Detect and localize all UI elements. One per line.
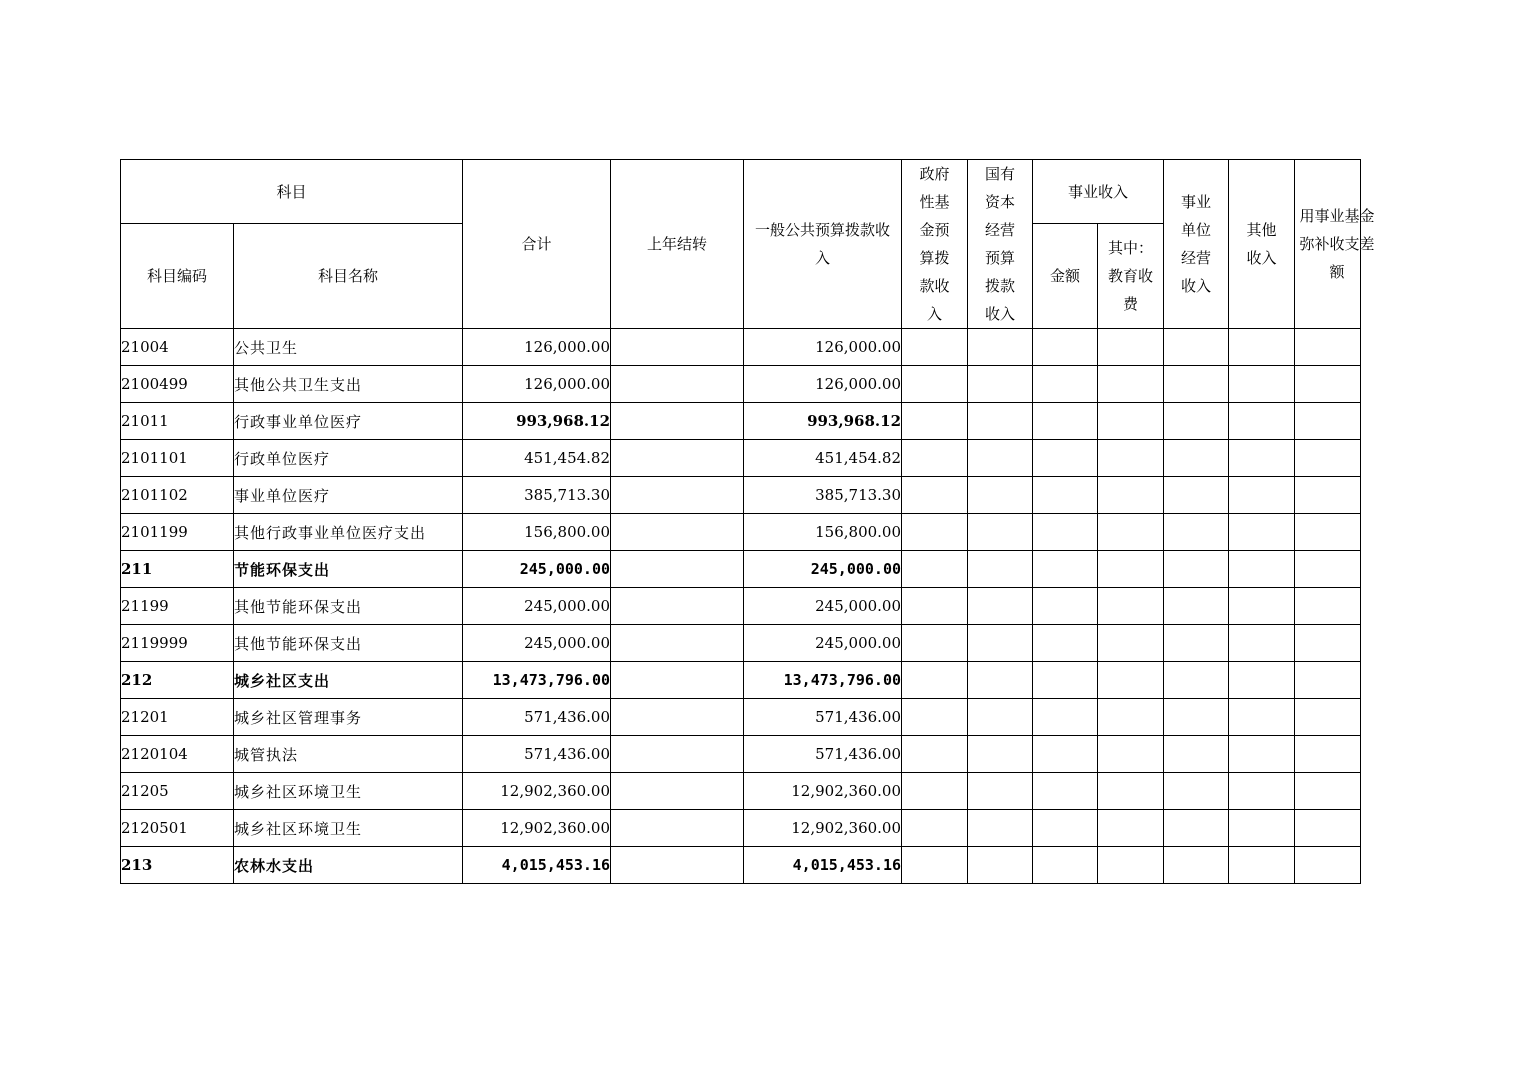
business-amount-cell bbox=[1033, 440, 1098, 477]
other-income-cell bbox=[1229, 847, 1295, 884]
edu-fee-cell bbox=[1098, 847, 1164, 884]
unit-operating-cell bbox=[1164, 514, 1229, 551]
table-row bbox=[121, 810, 1467, 847]
edu-fee-header: 其中：教育收费 bbox=[1098, 224, 1164, 329]
total-cell: 12,902,360.00 bbox=[463, 810, 611, 847]
edu-fee-cell bbox=[1098, 514, 1164, 551]
subject-name-header: 科目名称 bbox=[234, 224, 463, 329]
unit-operating-cell bbox=[1164, 773, 1229, 810]
budget-table bbox=[120, 159, 1467, 884]
business-amount-cell bbox=[1033, 736, 1098, 773]
other-income-cell bbox=[1229, 773, 1295, 810]
unit-operating-cell bbox=[1164, 403, 1229, 440]
subject-name-cell: 城乡社区管理事务 bbox=[234, 699, 463, 736]
table-row bbox=[121, 366, 1467, 403]
state-capital-cell bbox=[968, 403, 1033, 440]
other-income-cell bbox=[1229, 477, 1295, 514]
carryover-cell bbox=[611, 403, 744, 440]
subject-code-cell: 211 bbox=[121, 551, 234, 588]
fund-offset-cell bbox=[1295, 625, 1361, 662]
general-budget-cell: 12,902,360.00 bbox=[744, 773, 902, 810]
subject-name-cell: 其他公共卫生支出 bbox=[234, 366, 463, 403]
business-amount-cell bbox=[1033, 810, 1098, 847]
carryover-cell bbox=[611, 514, 744, 551]
business-amount-cell bbox=[1033, 625, 1098, 662]
fund-offset-cell bbox=[1295, 403, 1361, 440]
total-cell: 126,000.00 bbox=[463, 329, 611, 366]
state-capital-cell bbox=[968, 736, 1033, 773]
subject-name-cell: 公共卫生 bbox=[234, 329, 463, 366]
unit-operating-cell bbox=[1164, 847, 1229, 884]
subject-code-header: 科目编码 bbox=[121, 224, 234, 329]
gov-fund-cell bbox=[902, 366, 968, 403]
subject-code-cell: 2119999 bbox=[121, 625, 234, 662]
table-body bbox=[121, 329, 1467, 884]
carryover-cell bbox=[611, 847, 744, 884]
subject-code-cell: 212 bbox=[121, 662, 234, 699]
fund-offset-cell bbox=[1295, 773, 1361, 810]
total-cell: 571,436.00 bbox=[463, 699, 611, 736]
subject-name-cell: 城乡社区支出 bbox=[234, 662, 463, 699]
subject-name-cell: 其他节能环保支出 bbox=[234, 625, 463, 662]
subject-code-cell: 21004 bbox=[121, 329, 234, 366]
table-row bbox=[121, 477, 1467, 514]
other-income-cell bbox=[1229, 366, 1295, 403]
table-row bbox=[121, 625, 1467, 662]
general-budget-cell: 245,000.00 bbox=[744, 551, 902, 588]
edu-fee-cell bbox=[1098, 366, 1164, 403]
state-capital-cell bbox=[968, 699, 1033, 736]
carryover-cell bbox=[611, 588, 744, 625]
unit-operating-cell bbox=[1164, 366, 1229, 403]
unit-operating-cell bbox=[1164, 440, 1229, 477]
subject-code-cell: 2120104 bbox=[121, 736, 234, 773]
gov-fund-cell bbox=[902, 329, 968, 366]
unit-operating-cell bbox=[1164, 588, 1229, 625]
other-income-cell bbox=[1229, 551, 1295, 588]
state-capital-header: 国有资本经营预算拨款收入 bbox=[968, 160, 1033, 329]
gov-fund-cell bbox=[902, 440, 968, 477]
fund-offset-cell bbox=[1295, 551, 1361, 588]
table-row bbox=[121, 736, 1467, 773]
subject-code-cell: 2101101 bbox=[121, 440, 234, 477]
business-amount-cell bbox=[1033, 699, 1098, 736]
business-amount-cell bbox=[1033, 366, 1098, 403]
state-capital-cell bbox=[968, 847, 1033, 884]
business-amount-cell bbox=[1033, 551, 1098, 588]
general-budget-cell: 571,436.00 bbox=[744, 699, 902, 736]
subject-code-cell: 2101102 bbox=[121, 477, 234, 514]
business-amount-cell bbox=[1033, 329, 1098, 366]
other-income-cell bbox=[1229, 440, 1295, 477]
unit-operating-cell bbox=[1164, 477, 1229, 514]
fund-offset-cell bbox=[1295, 699, 1361, 736]
unit-operating-cell bbox=[1164, 699, 1229, 736]
fund-offset-cell bbox=[1295, 662, 1361, 699]
carryover-cell bbox=[611, 625, 744, 662]
subject-code-cell: 2120501 bbox=[121, 810, 234, 847]
fund-offset-cell bbox=[1295, 329, 1361, 366]
other-income-cell bbox=[1229, 810, 1295, 847]
subject-header: 科目 bbox=[121, 160, 463, 224]
fund-offset-header: 用事业基金弥补收支差额 bbox=[1295, 160, 1361, 329]
edu-fee-cell bbox=[1098, 736, 1164, 773]
carryover-cell bbox=[611, 773, 744, 810]
total-cell: 13,473,796.00 bbox=[463, 662, 611, 699]
state-capital-cell bbox=[968, 551, 1033, 588]
gov-fund-cell bbox=[902, 736, 968, 773]
general-budget-cell: 451,454.82 bbox=[744, 440, 902, 477]
unit-operating-cell bbox=[1164, 551, 1229, 588]
edu-fee-cell bbox=[1098, 477, 1164, 514]
amount-header: 金额 bbox=[1033, 224, 1098, 329]
subject-code-cell: 2100499 bbox=[121, 366, 234, 403]
unit-operating-cell bbox=[1164, 625, 1229, 662]
general-budget-cell: 126,000.00 bbox=[744, 366, 902, 403]
fund-offset-cell bbox=[1295, 366, 1361, 403]
total-cell: 245,000.00 bbox=[463, 551, 611, 588]
edu-fee-cell bbox=[1098, 662, 1164, 699]
table-row bbox=[121, 551, 1467, 588]
edu-fee-cell bbox=[1098, 403, 1164, 440]
gov-fund-header: 政府性基金预算拨款收入 bbox=[902, 160, 968, 329]
fund-offset-cell bbox=[1295, 736, 1361, 773]
general-budget-cell: 993,968.12 bbox=[744, 403, 902, 440]
other-income-header: 其他收入 bbox=[1229, 160, 1295, 329]
unit-operating-cell bbox=[1164, 736, 1229, 773]
general-budget-cell: 12,902,360.00 bbox=[744, 810, 902, 847]
table-header bbox=[121, 160, 1467, 329]
other-income-cell bbox=[1229, 736, 1295, 773]
business-amount-cell bbox=[1033, 477, 1098, 514]
gov-fund-cell bbox=[902, 551, 968, 588]
subject-name-cell: 城乡社区环境卫生 bbox=[234, 810, 463, 847]
subject-name-cell: 城管执法 bbox=[234, 736, 463, 773]
edu-fee-cell bbox=[1098, 773, 1164, 810]
fund-offset-cell bbox=[1295, 847, 1361, 884]
business-amount-cell bbox=[1033, 588, 1098, 625]
other-income-cell bbox=[1229, 514, 1295, 551]
subject-name-cell: 事业单位医疗 bbox=[234, 477, 463, 514]
gov-fund-cell bbox=[902, 588, 968, 625]
subject-name-cell: 农林水支出 bbox=[234, 847, 463, 884]
edu-fee-cell bbox=[1098, 810, 1164, 847]
other-income-cell bbox=[1229, 625, 1295, 662]
carryover-cell bbox=[611, 662, 744, 699]
edu-fee-cell bbox=[1098, 440, 1164, 477]
carryover-cell bbox=[611, 477, 744, 514]
subject-name-cell: 城乡社区环境卫生 bbox=[234, 773, 463, 810]
fund-offset-cell bbox=[1295, 810, 1361, 847]
state-capital-cell bbox=[968, 662, 1033, 699]
subject-code-cell: 21205 bbox=[121, 773, 234, 810]
other-income-cell bbox=[1229, 588, 1295, 625]
table-row bbox=[121, 329, 1467, 366]
general-budget-header: 一般公共预算拨款收入 bbox=[744, 160, 902, 329]
total-header: 合计 bbox=[463, 160, 611, 329]
total-cell: 126,000.00 bbox=[463, 366, 611, 403]
table-row bbox=[121, 440, 1467, 477]
gov-fund-cell bbox=[902, 514, 968, 551]
table-row bbox=[121, 588, 1467, 625]
business-amount-cell bbox=[1033, 847, 1098, 884]
state-capital-cell bbox=[968, 625, 1033, 662]
total-cell: 993,968.12 bbox=[463, 403, 611, 440]
carryover-cell bbox=[611, 810, 744, 847]
carryover-cell bbox=[611, 329, 744, 366]
total-cell: 571,436.00 bbox=[463, 736, 611, 773]
subject-code-cell: 21201 bbox=[121, 699, 234, 736]
gov-fund-cell bbox=[902, 773, 968, 810]
carryover-cell bbox=[611, 440, 744, 477]
carryover-cell bbox=[611, 551, 744, 588]
other-income-cell bbox=[1229, 403, 1295, 440]
fund-offset-cell bbox=[1295, 514, 1361, 551]
gov-fund-cell bbox=[902, 699, 968, 736]
state-capital-cell bbox=[968, 773, 1033, 810]
subject-name-cell: 节能环保支出 bbox=[234, 551, 463, 588]
general-budget-cell: 245,000.00 bbox=[744, 588, 902, 625]
gov-fund-cell bbox=[902, 810, 968, 847]
edu-fee-cell bbox=[1098, 588, 1164, 625]
total-cell: 4,015,453.16 bbox=[463, 847, 611, 884]
business-amount-cell bbox=[1033, 662, 1098, 699]
table-row bbox=[121, 773, 1467, 810]
edu-fee-cell bbox=[1098, 699, 1164, 736]
general-budget-cell: 385,713.30 bbox=[744, 477, 902, 514]
gov-fund-cell bbox=[902, 477, 968, 514]
state-capital-cell bbox=[968, 366, 1033, 403]
general-budget-cell: 13,473,796.00 bbox=[744, 662, 902, 699]
total-cell: 12,902,360.00 bbox=[463, 773, 611, 810]
subject-name-cell: 行政事业单位医疗 bbox=[234, 403, 463, 440]
carryover-cell bbox=[611, 366, 744, 403]
state-capital-cell bbox=[968, 810, 1033, 847]
business-income-header: 事业收入 bbox=[1033, 160, 1164, 224]
subject-name-cell: 其他节能环保支出 bbox=[234, 588, 463, 625]
subject-name-cell: 行政单位医疗 bbox=[234, 440, 463, 477]
state-capital-cell bbox=[968, 514, 1033, 551]
edu-fee-cell bbox=[1098, 625, 1164, 662]
general-budget-cell: 4,015,453.16 bbox=[744, 847, 902, 884]
subject-code-cell: 21199 bbox=[121, 588, 234, 625]
state-capital-cell bbox=[968, 477, 1033, 514]
table-row bbox=[121, 403, 1467, 440]
table-row bbox=[121, 514, 1467, 551]
unit-operating-cell bbox=[1164, 329, 1229, 366]
carryover-header: 上年结转 bbox=[611, 160, 744, 329]
unit-operating-cell bbox=[1164, 810, 1229, 847]
table-row bbox=[121, 662, 1467, 699]
edu-fee-cell bbox=[1098, 551, 1164, 588]
gov-fund-cell bbox=[902, 662, 968, 699]
total-cell: 156,800.00 bbox=[463, 514, 611, 551]
subject-code-cell: 213 bbox=[121, 847, 234, 884]
unit-operating-header: 事业单位经营收入 bbox=[1164, 160, 1229, 329]
table-row bbox=[121, 699, 1467, 736]
carryover-cell bbox=[611, 699, 744, 736]
total-cell: 245,000.00 bbox=[463, 625, 611, 662]
table-row bbox=[121, 847, 1467, 884]
other-income-cell bbox=[1229, 699, 1295, 736]
other-income-cell bbox=[1229, 662, 1295, 699]
unit-operating-cell bbox=[1164, 662, 1229, 699]
state-capital-cell bbox=[968, 329, 1033, 366]
general-budget-cell: 571,436.00 bbox=[744, 736, 902, 773]
general-budget-cell: 245,000.00 bbox=[744, 625, 902, 662]
other-income-cell bbox=[1229, 329, 1295, 366]
total-cell: 451,454.82 bbox=[463, 440, 611, 477]
edu-fee-cell bbox=[1098, 329, 1164, 366]
subject-name-cell: 其他行政事业单位医疗支出 bbox=[234, 514, 463, 551]
gov-fund-cell bbox=[902, 625, 968, 662]
gov-fund-cell bbox=[902, 847, 968, 884]
fund-offset-cell bbox=[1295, 440, 1361, 477]
subject-code-cell: 2101199 bbox=[121, 514, 234, 551]
general-budget-cell: 156,800.00 bbox=[744, 514, 902, 551]
business-amount-cell bbox=[1033, 403, 1098, 440]
total-cell: 385,713.30 bbox=[463, 477, 611, 514]
fund-offset-cell bbox=[1295, 588, 1361, 625]
state-capital-cell bbox=[968, 588, 1033, 625]
total-cell: 245,000.00 bbox=[463, 588, 611, 625]
carryover-cell bbox=[611, 736, 744, 773]
business-amount-cell bbox=[1033, 773, 1098, 810]
gov-fund-cell bbox=[902, 403, 968, 440]
state-capital-cell bbox=[968, 440, 1033, 477]
general-budget-cell: 126,000.00 bbox=[744, 329, 902, 366]
business-amount-cell bbox=[1033, 514, 1098, 551]
fund-offset-cell bbox=[1295, 477, 1361, 514]
subject-code-cell: 21011 bbox=[121, 403, 234, 440]
